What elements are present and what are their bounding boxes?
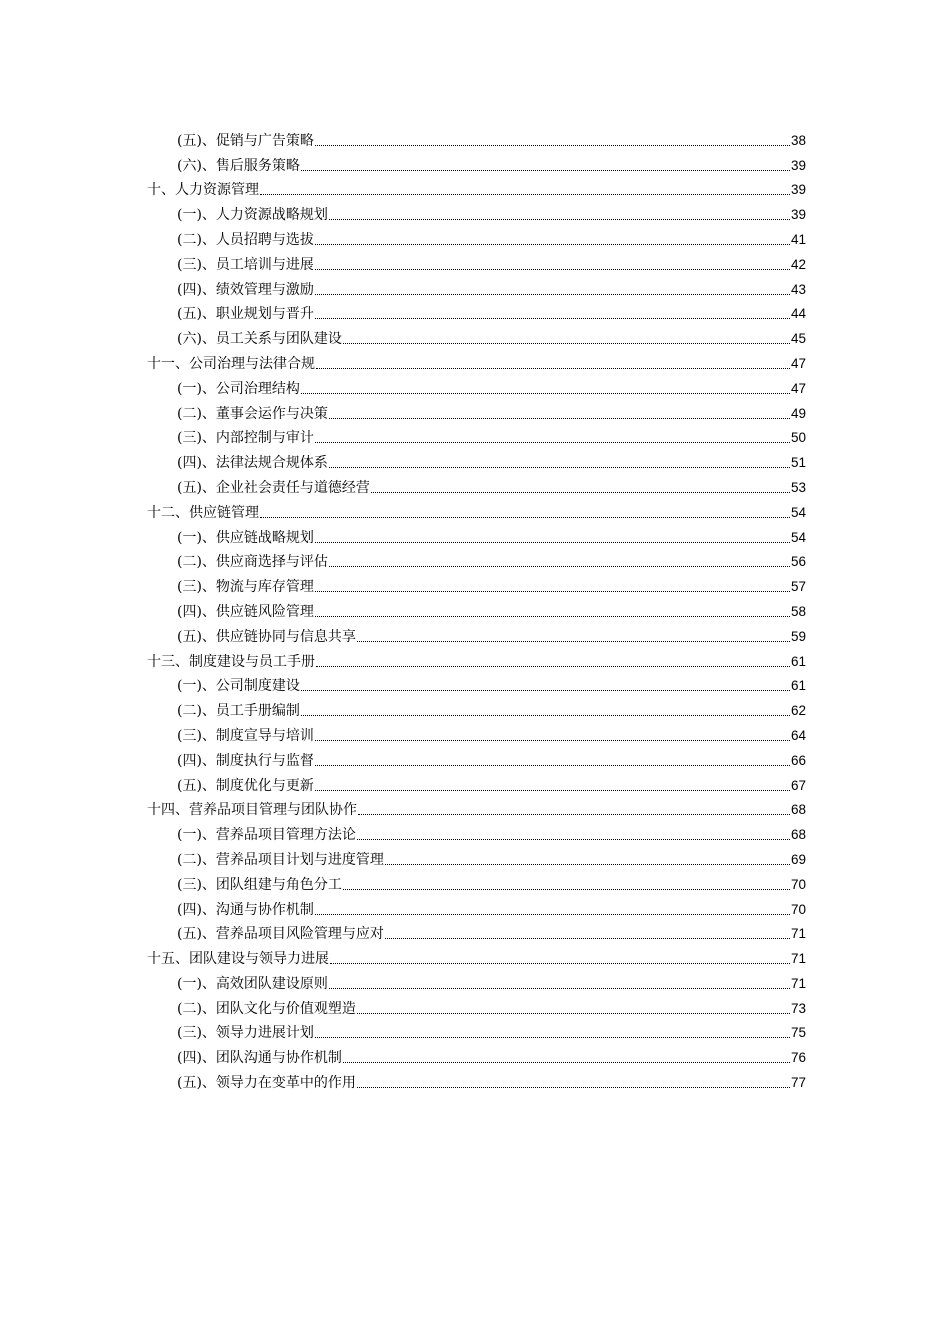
toc-entry[interactable]: [147, 150, 806, 175]
toc-entry-title: (五)、职业规划与晋升: [177, 306, 314, 323]
toc-entry-title: (二)、营养品项目计划与进度管理: [177, 851, 384, 868]
toc-entry-title: 十一、公司治理与法律合规: [147, 355, 315, 372]
toc-dot-leader: [357, 839, 790, 840]
toc-entry[interactable]: [147, 522, 806, 547]
toc-entry-title: (四)、团队沟通与协作机制: [177, 1050, 342, 1067]
toc-entry[interactable]: [147, 819, 806, 844]
toc-entry[interactable]: [147, 547, 806, 572]
toc-entry[interactable]: [147, 348, 806, 373]
toc-entry[interactable]: [147, 373, 806, 398]
toc-entry-title: (一)、供应链战略规划: [177, 529, 314, 546]
toc-entry[interactable]: [147, 596, 806, 621]
toc-entry-title: (一)、高效团队建设原则: [177, 975, 328, 992]
toc-entry[interactable]: [147, 472, 806, 497]
toc-entry[interactable]: [147, 968, 806, 993]
toc-dot-leader: [343, 1062, 790, 1063]
toc-entry-page-number: 68: [790, 827, 806, 843]
toc-entry[interactable]: [147, 571, 806, 596]
toc-dot-leader: [343, 889, 790, 890]
toc-entry[interactable]: [147, 919, 806, 944]
toc-entry-page-number: 58: [790, 603, 806, 619]
toc-dot-leader: [260, 517, 790, 518]
toc-dot-leader: [385, 864, 790, 865]
toc-dot-leader: [315, 318, 790, 319]
toc-entry-page-number: 47: [790, 380, 806, 396]
toc-entry[interactable]: [147, 745, 806, 770]
toc-entry-page-number: 61: [790, 653, 806, 669]
toc-entry[interactable]: [147, 323, 806, 348]
toc-dot-leader: [315, 294, 790, 295]
toc-entry-title: (三)、领导力进展计划: [177, 1025, 314, 1042]
toc-entry-title: (一)、公司制度建设: [177, 678, 300, 695]
toc-entry[interactable]: [147, 1067, 806, 1092]
toc-dot-leader: [343, 343, 790, 344]
toc-dot-leader: [315, 1037, 790, 1038]
toc-entry-page-number: 76: [790, 1050, 806, 1066]
toc-entry-title: 十二、供应链管理: [147, 504, 259, 521]
toc-dot-leader: [315, 914, 790, 915]
toc-dot-leader: [358, 814, 790, 815]
toc-entry-page-number: 68: [790, 802, 806, 818]
toc-entry-title: (五)、制度优化与更新: [177, 777, 314, 794]
toc-entry-page-number: 62: [790, 703, 806, 719]
toc-entry-title: (四)、法律法规合规体系: [177, 455, 328, 472]
toc-entry-title: (六)、员工关系与团队建设: [177, 331, 342, 348]
toc-dot-leader: [315, 442, 790, 443]
toc-dot-leader: [316, 666, 790, 667]
toc-dot-leader: [301, 170, 790, 171]
toc-entry[interactable]: [147, 199, 806, 224]
toc-entry[interactable]: [147, 770, 806, 795]
toc-entry-title: (五)、领导力在变革中的作用: [177, 1075, 356, 1092]
toc-dot-leader: [329, 418, 790, 419]
toc-entry[interactable]: [147, 497, 806, 522]
toc-entry-title: (一)、营养品项目管理方法论: [177, 827, 356, 844]
toc-entry-page-number: 39: [790, 207, 806, 223]
toc-entry[interactable]: [147, 175, 806, 200]
toc-entry-page-number: 39: [790, 157, 806, 173]
toc-dot-leader: [315, 591, 790, 592]
toc-dot-leader: [315, 269, 790, 270]
toc-entry-title: (五)、供应链协同与信息共享: [177, 628, 356, 645]
toc-dot-leader: [315, 145, 790, 146]
toc-dot-leader: [371, 492, 790, 493]
toc-dot-leader: [357, 1087, 790, 1088]
toc-entry-page-number: 57: [790, 579, 806, 595]
toc-entry[interactable]: [147, 943, 806, 968]
toc-dot-leader: [329, 566, 790, 567]
toc-dot-leader: [316, 368, 790, 369]
toc-entry-title: 十五、团队建设与领导力进展: [147, 951, 329, 968]
toc-entry-page-number: 54: [790, 529, 806, 545]
toc-entry[interactable]: [147, 844, 806, 869]
toc-entry[interactable]: [147, 1042, 806, 1067]
toc-dot-leader: [329, 467, 790, 468]
toc-entry-page-number: 70: [790, 876, 806, 892]
toc-dot-leader: [315, 244, 790, 245]
toc-entry-page-number: 44: [790, 306, 806, 322]
toc-dot-leader: [301, 715, 790, 716]
toc-entry-page-number: 53: [790, 479, 806, 495]
toc-dot-leader: [301, 393, 790, 394]
toc-entry-page-number: 38: [790, 132, 806, 148]
toc-dot-leader: [301, 690, 790, 691]
toc-entry-page-number: 56: [790, 554, 806, 570]
toc-entry-title: (五)、促销与广告策略: [177, 132, 314, 149]
toc-entry-title: (三)、物流与库存管理: [177, 579, 314, 596]
toc-entry[interactable]: [147, 720, 806, 745]
toc-dot-leader: [315, 740, 790, 741]
toc-dot-leader: [385, 938, 790, 939]
toc-entry-title: (五)、企业社会责任与道德经营: [177, 479, 370, 496]
toc-entry-page-number: 69: [790, 851, 806, 867]
toc-entry-page-number: 45: [790, 331, 806, 347]
toc-entry[interactable]: [147, 398, 806, 423]
toc-entry-title: (四)、沟通与协作机制: [177, 901, 314, 918]
toc-dot-leader: [315, 765, 790, 766]
toc-entry-title: (四)、供应链风险管理: [177, 603, 314, 620]
toc-entry-title: (一)、公司治理结构: [177, 380, 300, 397]
toc-dot-leader: [260, 194, 790, 195]
toc-entry[interactable]: [147, 274, 806, 299]
toc-entry-page-number: 71: [790, 975, 806, 991]
toc-dot-leader: [329, 219, 790, 220]
toc-entry-page-number: 67: [790, 777, 806, 793]
toc-entry-page-number: 71: [790, 951, 806, 967]
toc-entry-title: (二)、董事会运作与决策: [177, 405, 328, 422]
toc-entry-page-number: 41: [790, 231, 806, 247]
toc-entry-title: (四)、绩效管理与激励: [177, 281, 314, 298]
toc-dot-leader: [357, 1013, 790, 1014]
toc-entry-page-number: 75: [790, 1025, 806, 1041]
toc-entry[interactable]: [147, 795, 806, 820]
toc-entry-page-number: 77: [790, 1075, 806, 1091]
toc-entry-title: 十、人力资源管理: [147, 182, 259, 199]
toc-entry-page-number: 43: [790, 281, 806, 297]
toc-entry-title: (二)、人员招聘与选拔: [177, 231, 314, 248]
toc-entry-page-number: 47: [790, 355, 806, 371]
toc-entry[interactable]: [147, 447, 806, 472]
toc-entry-page-number: 64: [790, 727, 806, 743]
toc-entry[interactable]: [147, 1018, 806, 1043]
toc-entry-title: (三)、制度宣导与培训: [177, 727, 314, 744]
toc-entry-page-number: 70: [790, 901, 806, 917]
toc-entry-page-number: 66: [790, 752, 806, 768]
toc-entry-title: (三)、内部控制与审计: [177, 430, 314, 447]
toc-entry-page-number: 49: [790, 405, 806, 421]
toc-dot-leader: [315, 790, 790, 791]
toc-entry-page-number: 59: [790, 628, 806, 644]
toc-dot-leader: [315, 616, 790, 617]
toc-entry-page-number: 71: [790, 926, 806, 942]
toc-entry[interactable]: [147, 621, 806, 646]
toc-dot-leader: [330, 963, 790, 964]
toc-entry-title: 十四、营养品项目管理与团队协作: [147, 802, 357, 819]
toc-entry-page-number: 50: [790, 430, 806, 446]
toc-dot-leader: [315, 542, 790, 543]
toc-entry-title: (二)、供应商选择与评估: [177, 554, 328, 571]
toc-entry-title: 十三、制度建设与员工手册: [147, 653, 315, 670]
toc-entry[interactable]: [147, 671, 806, 696]
toc-entry-page-number: 61: [790, 678, 806, 694]
toc-entry-page-number: 39: [790, 182, 806, 198]
toc-entry[interactable]: [147, 224, 806, 249]
toc-entry[interactable]: [147, 646, 806, 671]
toc-entry-title: (五)、营养品项目风险管理与应对: [177, 926, 384, 943]
toc-entry[interactable]: [147, 869, 806, 894]
toc-entry-page-number: 51: [790, 455, 806, 471]
toc-entry[interactable]: [147, 894, 806, 919]
toc-entry-title: (二)、员工手册编制: [177, 703, 300, 720]
toc-entry-page-number: 73: [790, 1000, 806, 1016]
toc-entry[interactable]: [147, 125, 806, 150]
toc-entry-title: (三)、员工培训与进展: [177, 256, 314, 273]
toc-entry[interactable]: [147, 695, 806, 720]
toc-dot-leader: [357, 641, 790, 642]
table-of-contents: [147, 125, 806, 1092]
toc-entry-title: (三)、团队组建与角色分工: [177, 876, 342, 893]
toc-entry-title: (一)、人力资源战略规划: [177, 207, 328, 224]
toc-entry[interactable]: [147, 423, 806, 448]
toc-dot-leader: [329, 988, 790, 989]
toc-entry-page-number: 42: [790, 256, 806, 272]
toc-entry[interactable]: [147, 993, 806, 1018]
toc-entry[interactable]: [147, 299, 806, 324]
toc-entry-title: (四)、制度执行与监督: [177, 752, 314, 769]
toc-entry-title: (六)、售后服务策略: [177, 157, 300, 174]
toc-entry[interactable]: [147, 249, 806, 274]
toc-entry-title: (二)、团队文化与价值观塑造: [177, 1000, 356, 1017]
toc-entry-page-number: 54: [790, 504, 806, 520]
